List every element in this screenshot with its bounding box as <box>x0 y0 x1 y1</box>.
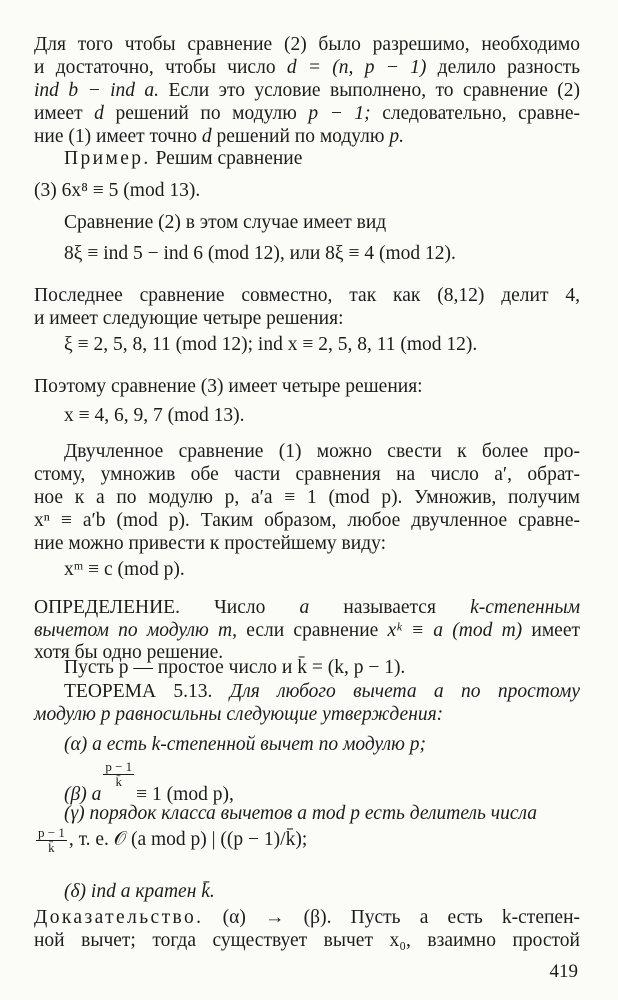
text-line: ное к a по модулю p, a′a ≡ 1 (mod p). Умножив, получим <box>34 487 580 508</box>
formula: ξ ≡ 2, 5, 8, 11 (mod 12); ind x ≡ 2, 5, 8, 11 (mod 12). <box>64 334 478 355</box>
text-line: ind b − ind a. Если это условие выполнено, то сравнение (2) <box>34 80 580 101</box>
statement-gamma-cont: $\frac{p - 1}{k̄}$ , т. е. 𝒪 (a mod p) | ((p − 1)/k̄); <box>38 825 308 855</box>
text-line: xⁿ ≡ a′b (mod p). Таким образом, любое двучленное сравне- <box>34 510 580 531</box>
text-line: и имеет следующие четыре решения: <box>34 308 344 329</box>
statement-gamma: (γ) порядок класса вычетов a mod p есть делитель числа <box>64 803 538 824</box>
formula: x ≡ 4, 6, 9, 7 (mod 13). <box>64 405 245 426</box>
text-line: Поэтому сравнение (3) имеет четыре решения: <box>34 376 423 397</box>
text-line: ние (1) имеет точно d решений по модулю p. <box>34 126 404 147</box>
formula: 8ξ ≡ ind 5 − ind 6 (mod 12), или 8ξ ≡ 4 (mod 12). <box>64 243 456 264</box>
definition-line: вычетом по модулю m, если сравнение xᵏ ≡ a (mod m) имеет <box>34 620 580 641</box>
formula: (3) 6x⁸ ≡ 5 (mod 13). <box>34 180 201 201</box>
theorem-heading: ТЕОРЕМА 5.13. Для любого вычета a по простому <box>64 681 580 702</box>
statement-beta: (β) a $\frac{p - 1}{k̄}$ ≡ 1 (mod p), <box>64 759 234 805</box>
text-line: Сравнение (2) в этом случае имеет вид <box>64 212 387 233</box>
text-line: Двучленное сравнение (1) можно свести к более про- <box>64 441 580 462</box>
proof-line: ной вычет; тогда существует вычет x₀, взаимно простой <box>34 930 580 951</box>
text-line: имеет d решений по модулю p − 1; следовательно, сравне- <box>34 103 581 124</box>
definition-line: хотя бы одно решение. <box>34 642 224 663</box>
formula: xᵐ ≡ c (mod p). <box>64 559 185 580</box>
text-line: ние можно привести к простейшему виду: <box>34 533 387 554</box>
proof-line: Доказательство. (α) → (β). Пусть a есть k-степен- <box>34 907 581 928</box>
text-line: Последнее сравнение совместно, так как (8,12) делит 4, <box>34 285 580 306</box>
text-line: и достаточно, чтобы число d = (n, p − 1) делило разность <box>34 57 581 78</box>
theorem-line: модулю p равносильны следующие утверждения: <box>34 704 444 725</box>
example-heading: Пример. Решим сравнение <box>64 148 303 169</box>
text-line: Пусть p — простое число и k̄ = (k, p − 1). <box>64 657 406 678</box>
statement-alpha: (α) a есть k-степенной вычет по модулю p; <box>64 734 427 755</box>
page-number: 419 <box>549 961 578 982</box>
definition-line: ОПРЕДЕЛЕНИЕ. Число a называется k-степенным <box>34 597 581 618</box>
text-line: стому, умножив обе части сравнения на число a′, обрат- <box>34 464 580 485</box>
statement-delta: (δ) ind a кратен k̄. <box>64 881 215 902</box>
text-line: Для того чтобы сравнение (2) было разрешимо, необходимо <box>34 34 580 55</box>
